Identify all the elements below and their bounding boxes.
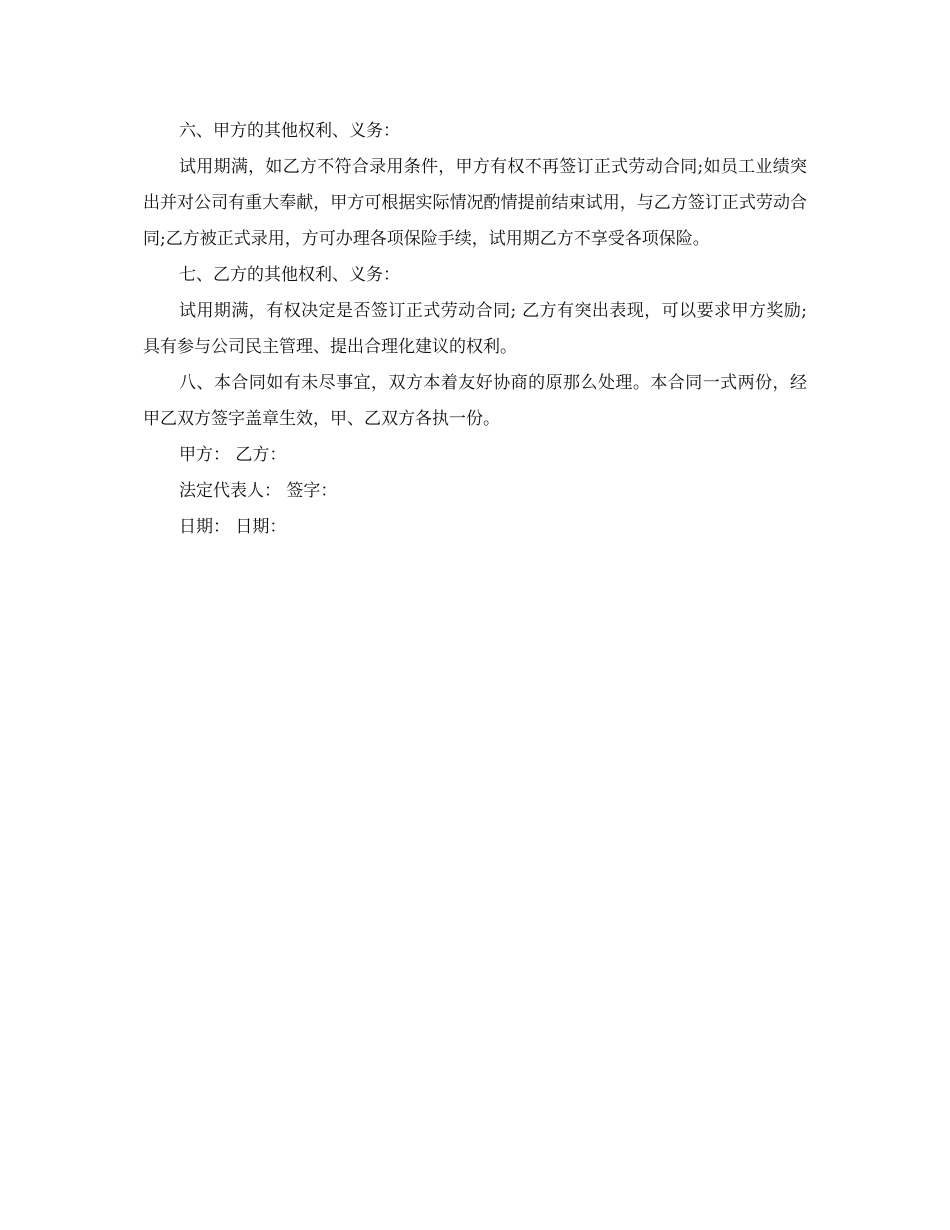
document-body bbox=[143, 113, 807, 545]
section-7-body: 试用期满，有权决定是否签订正式劳动合同; 乙方有突出表现，可以要求甲方奖励; 具有参与公司民主管理、提出合理化建议的权利。 bbox=[143, 301, 807, 357]
signature-parties: 甲方： 乙方： bbox=[179, 445, 287, 465]
signature-representative: 法定代表人： 签字： bbox=[179, 481, 338, 501]
section-6-body: 试用期满，如乙方不符合录用条件，甲方有权不再签订正式劳动合同;如员工业绩突出并对公司有重大奉献，甲方可根据实际情况酌情提前结束试用，与乙方签订正式劳动合同;乙方被正式录用，方可办理各项保险手续，试用期乙方不享受各项保险。 bbox=[143, 157, 807, 249]
signature-date: 日期： 日期： bbox=[179, 517, 287, 537]
section-8-body: 八、本合同如有未尽事宜，双方本着友好协商的原那么处理。本合同一式两份，经甲乙双方签字盖章生效，甲、乙双方各执一份。 bbox=[143, 373, 807, 429]
section-7-heading: 七、乙方的其他权利、义务： bbox=[179, 265, 400, 285]
section-6-heading: 六、甲方的其他权利、义务： bbox=[179, 121, 400, 141]
